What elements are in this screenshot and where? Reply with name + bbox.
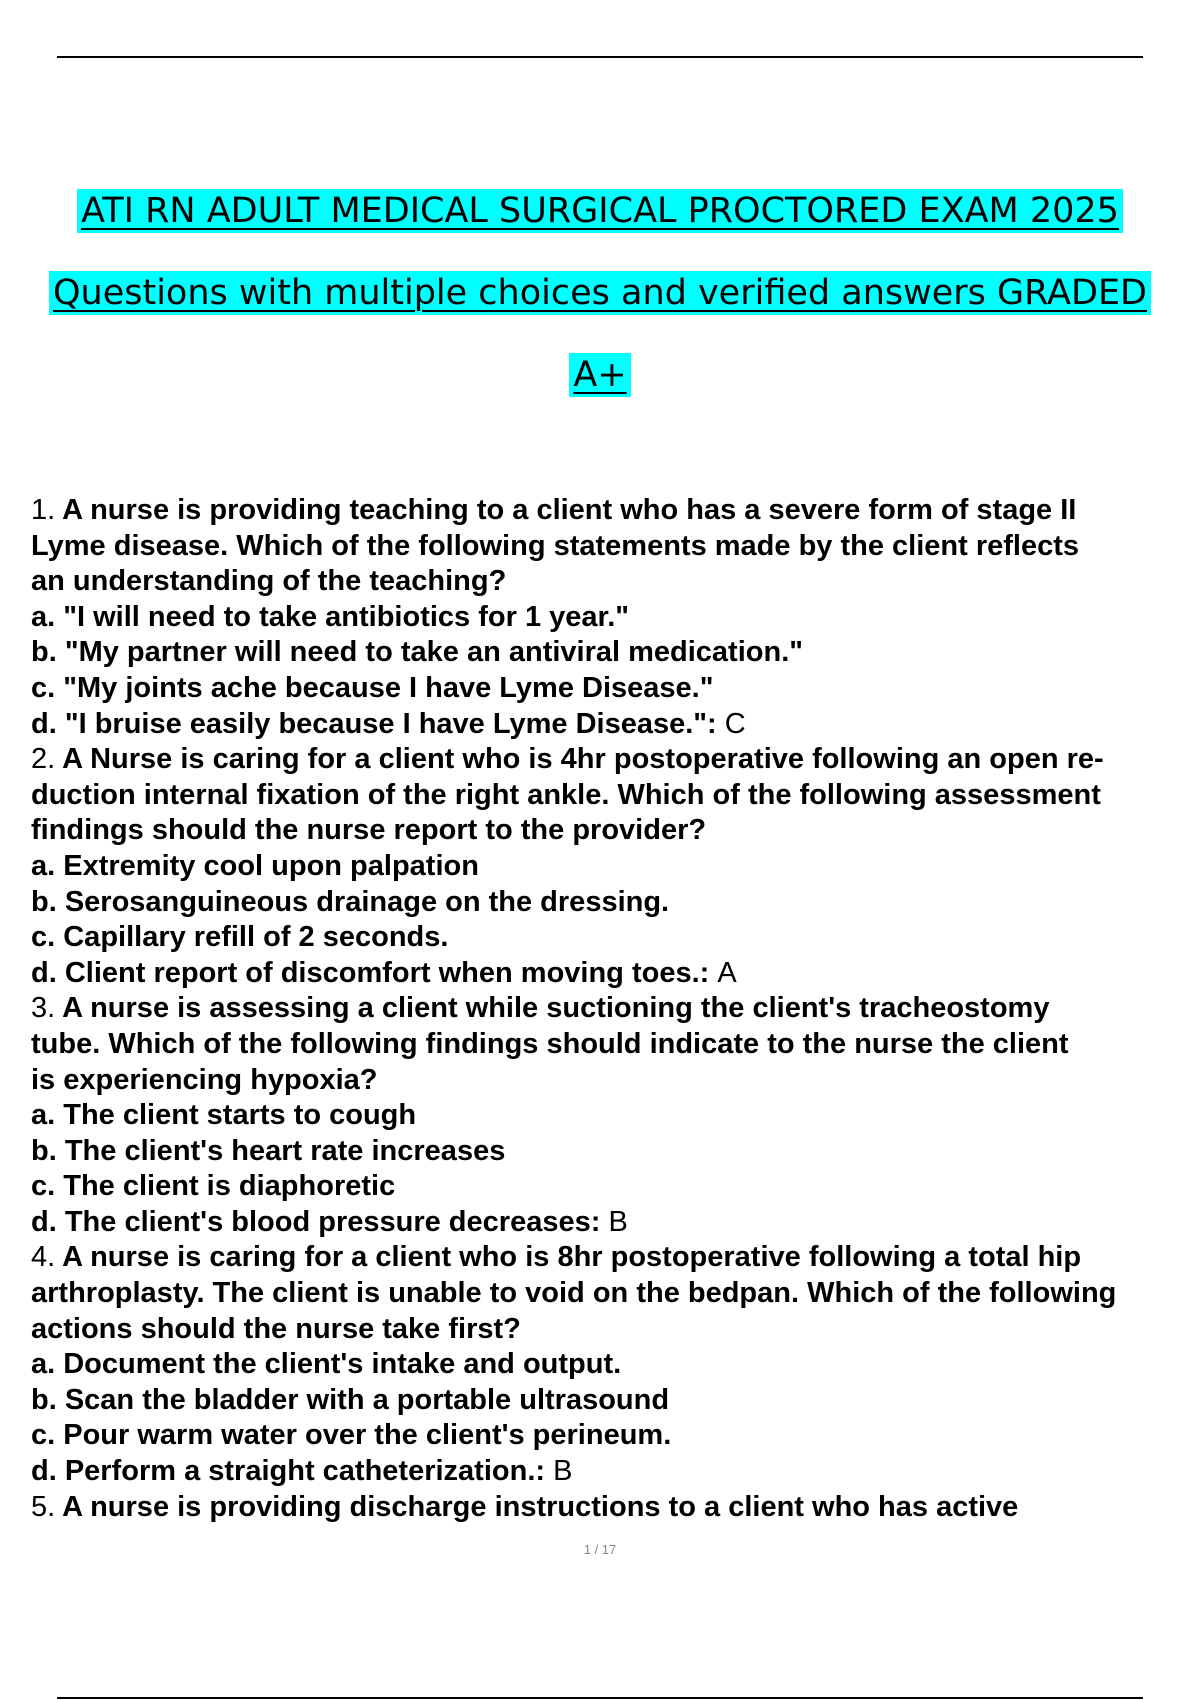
question-number: 1. bbox=[31, 494, 56, 526]
answer-option: b. "My partner will need to take an antiviral medication." bbox=[31, 636, 804, 669]
question-5 bbox=[31, 1490, 1200, 1526]
answer-option: b. Scan the bladder with a portable ultrasound bbox=[31, 1383, 670, 1416]
question-stem-line: findings should the nurse report to the provider? bbox=[31, 814, 707, 847]
answer-option: c. "My joints ache because I have Lyme Disease." bbox=[31, 671, 714, 704]
answer-option: d. The client's blood pressure decreases: B bbox=[31, 1205, 628, 1238]
question-number: 3. bbox=[31, 992, 56, 1025]
answer-option: c. The client is diaphoretic bbox=[31, 1170, 396, 1203]
page-number: 1 / 17 bbox=[583, 1542, 617, 1557]
question-number: 5. bbox=[31, 1490, 56, 1523]
question-3 bbox=[31, 991, 1200, 1240]
correct-answer: A bbox=[717, 956, 737, 989]
question-2 bbox=[31, 742, 1200, 991]
question-list bbox=[31, 493, 1200, 1525]
question-1 bbox=[31, 493, 1200, 742]
answer-option: d. Perform a straight catheterization.: B bbox=[31, 1455, 573, 1488]
answer-option: c. Capillary refill of 2 seconds. bbox=[31, 921, 449, 954]
question-stem-line: arthroplasty. The client is unable to void on the bedpan. Which of the following bbox=[31, 1277, 1117, 1310]
answer-option: c. Pour warm water over the client's perineum. bbox=[31, 1419, 672, 1452]
answer-option: a. The client starts to cough bbox=[31, 1099, 417, 1132]
question-number: 2. bbox=[31, 743, 56, 776]
question-stem-line: 1. A nurse is providing teaching to a client who has a severe form of stage II bbox=[31, 494, 1077, 526]
bottom-rule bbox=[57, 1697, 1143, 1699]
document-title bbox=[0, 184, 1200, 430]
answer-option: b. The client's heart rate increases bbox=[31, 1134, 506, 1167]
question-stem-line: duction internal fixation of the right ankle. Which of the following assessment bbox=[31, 778, 1101, 811]
correct-answer: B bbox=[553, 1455, 573, 1488]
answer-option: a. "I will need to take antibiotics for 1 year." bbox=[31, 600, 630, 633]
top-rule bbox=[57, 56, 1143, 58]
question-stem-line: is experiencing hypoxia? bbox=[31, 1063, 378, 1096]
answer-option: d. "I bruise easily because I have Lyme Disease.": C bbox=[31, 707, 746, 740]
title-line-1: ATI RN ADULT MEDICAL SURGICAL PROCTORED EXAM 2025 bbox=[0, 184, 1200, 238]
answer-option: b. Serosanguineous drainage on the dressing. bbox=[31, 885, 670, 918]
answer-option: d. Client report of discomfort when moving toes.: A bbox=[31, 956, 737, 989]
answer-option: a. Extremity cool upon palpation bbox=[31, 849, 479, 882]
title-line-3: A+ bbox=[0, 348, 1200, 402]
question-stem-line: tube. Which of the following findings should indicate to the nurse the client bbox=[31, 1027, 1069, 1060]
question-number: 4. bbox=[31, 1241, 56, 1274]
question-stem-line: 4. A nurse is caring for a client who is 8hr postoperative following a total hip bbox=[31, 1241, 1082, 1274]
question-stem-line: 5. A nurse is providing discharge instructions to a client who has active bbox=[31, 1490, 1019, 1523]
question-stem-line: 2. A Nurse is caring for a client who is 4hr postoperative following an open re- bbox=[31, 743, 1104, 776]
correct-answer: C bbox=[724, 707, 746, 740]
correct-answer: B bbox=[608, 1205, 628, 1238]
question-stem-line: Lyme disease. Which of the following statements made by the client reflects bbox=[31, 529, 1080, 562]
answer-option: a. Document the client's intake and output. bbox=[31, 1348, 622, 1381]
question-stem-line: an understanding of the teaching? bbox=[31, 565, 507, 598]
question-stem-line: 3. A nurse is assessing a client while suctioning the client's tracheostomy bbox=[31, 992, 1050, 1025]
question-4 bbox=[31, 1240, 1200, 1489]
question-stem-line: actions should the nurse take first? bbox=[31, 1312, 521, 1345]
title-line-2: Questions with multiple choices and verified answers GRADED bbox=[0, 266, 1200, 320]
